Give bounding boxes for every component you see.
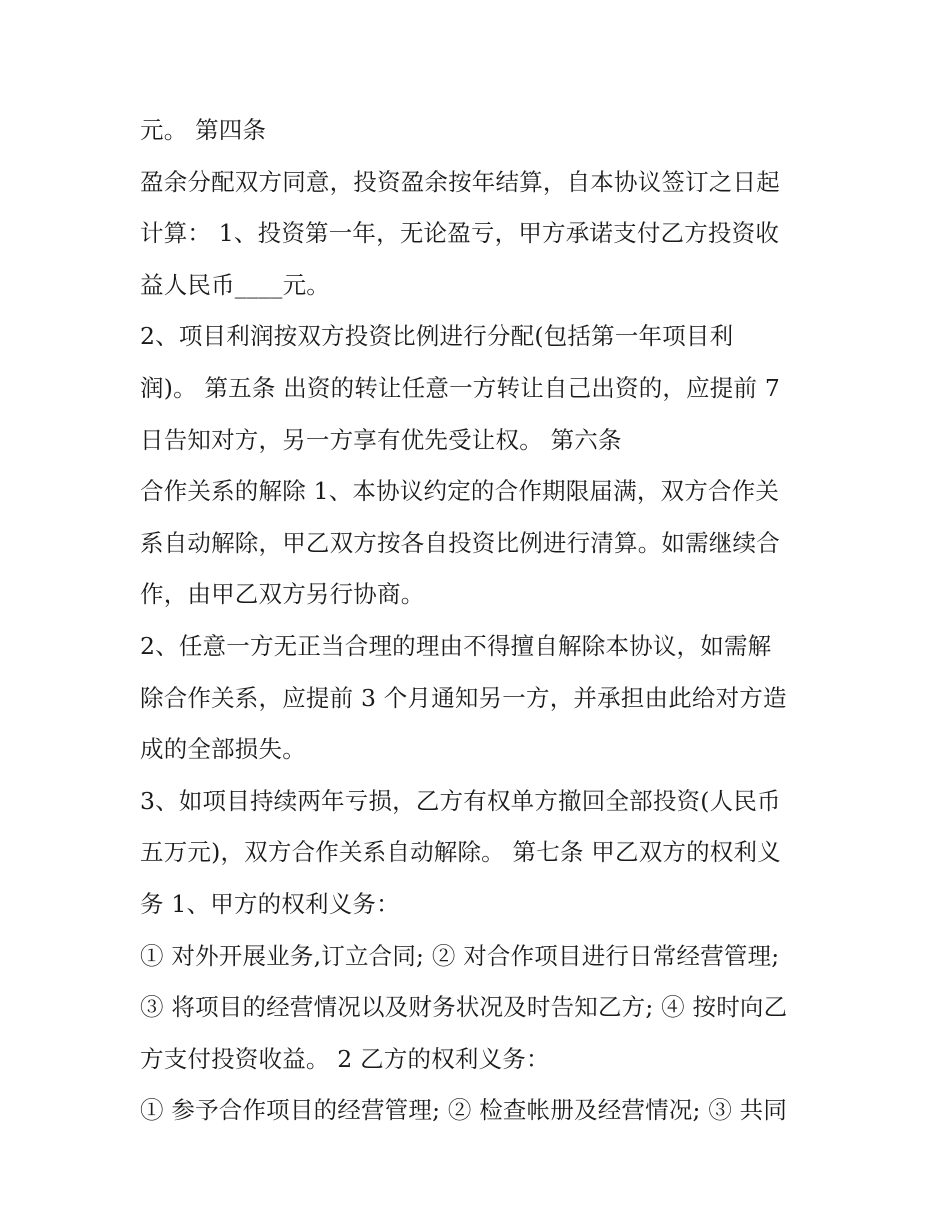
text-line: 五万元)，双方合作关系自动解除。 第七条 甲乙双方的权利义: [140, 838, 781, 867]
text-line: 2、任意一方无正当合理的理由不得擅自解除本协议，如需解: [140, 631, 772, 660]
text-line: 合作关系的解除 1、本协议约定的合作期限届满，双方合作关: [140, 477, 780, 506]
text-line: 日告知对方，另一方享有优先受让权。 第六条: [140, 425, 622, 454]
text-line: ① 参予合作项目的经营管理; ② 检查帐册及经营情况; ③ 共同: [140, 1096, 788, 1125]
text-line: 务 1、甲方的权利义务：: [140, 889, 400, 918]
text-line: 2、项目利润按双方投资比例进行分配(包括第一年项目利: [140, 322, 734, 351]
document-body: [140, 110, 830, 1142]
text-line: 元。 第四条: [140, 116, 267, 144]
text-line: 方支付投资收益。 2 乙方的权利义务：: [140, 1044, 550, 1073]
text-line: 计算： 1、投资第一年，无论盈亏，甲方承诺支付乙方投资收: [140, 219, 780, 248]
text-line: 3、如项目持续两年亏损，乙方有权单方撤回全部投资(人民币: [140, 786, 781, 815]
text-line: 除合作关系，应提前 3 个月通知另一方，并承担由此给对方造: [140, 683, 787, 712]
text-line: 作，由甲乙双方另行协商。: [140, 580, 425, 609]
text-line: 盈余分配双方同意，投资盈余按年结算，自本协议签订之日起: [140, 167, 780, 196]
text-line: 润)。 第五条 出资的转让任意一方转让自己出资的，应提前 7: [140, 373, 781, 402]
text-line: 系自动解除，甲乙双方按各自投资比例进行清算。如需继续合: [140, 528, 780, 557]
text-line: ③ 将项目的经营情况以及财务状况及时告知乙方; ④ 按时向乙: [140, 993, 788, 1022]
text-line: 益人民币____元。: [140, 270, 330, 299]
text-line: ① 对外开展业务,订立合同; ② 对合作项目进行日常经营管理;: [140, 941, 780, 970]
text-line: 成的全部损失。: [140, 735, 306, 764]
